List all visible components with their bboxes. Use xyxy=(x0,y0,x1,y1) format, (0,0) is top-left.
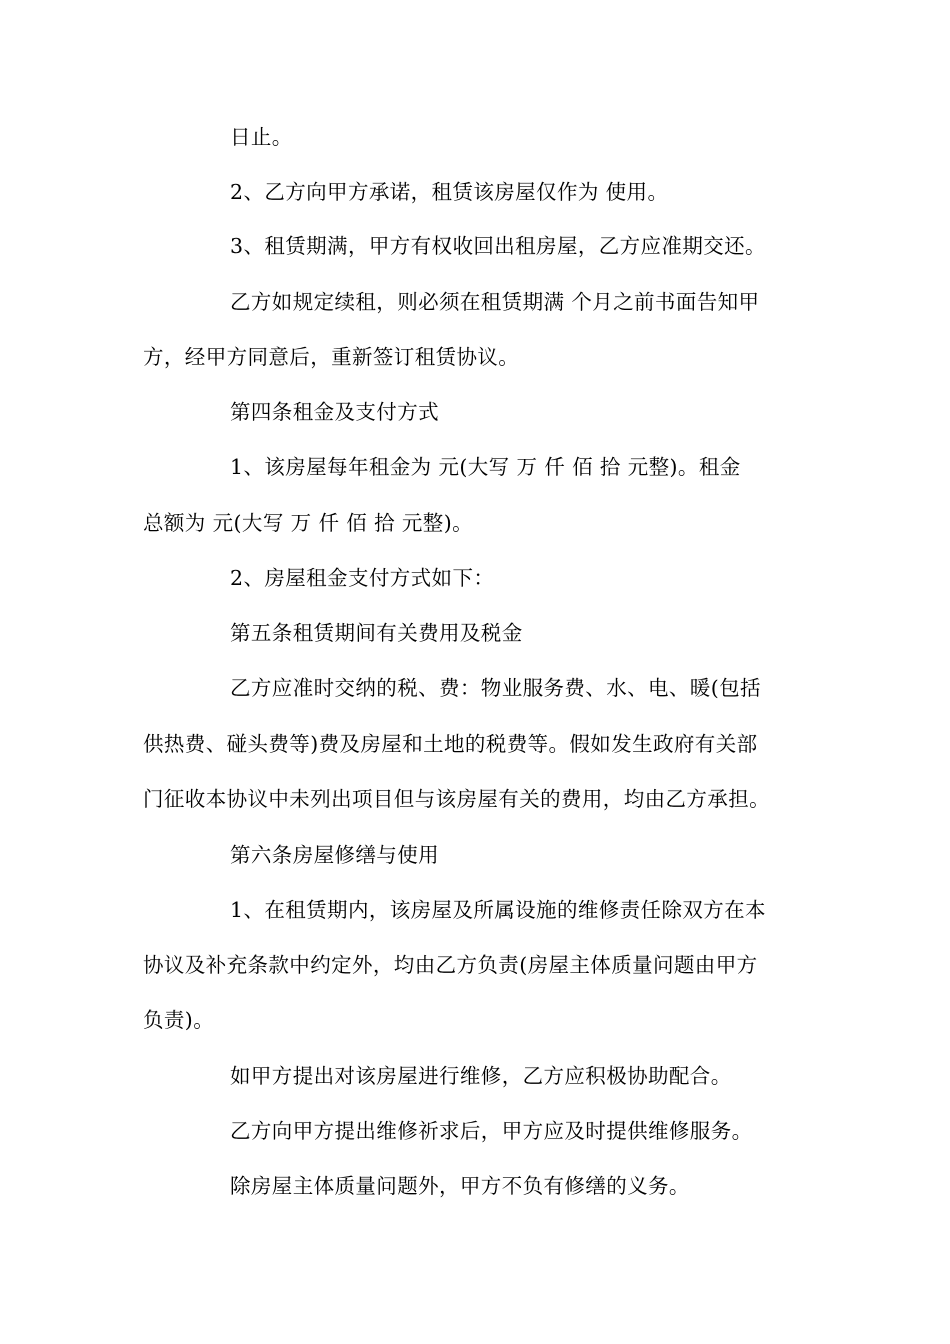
text-line: 3、租赁期满，甲方有权收回出租房屋，乙方应准期交还。 xyxy=(230,234,766,258)
text-line: 门征收本协议中未列出项目但与该房屋有关的费用，均由乙方承担。 xyxy=(143,787,770,811)
text-line: 总额为 元(大写 万 仟 佰 拾 元整)。 xyxy=(143,511,473,535)
text-line: 如甲方提出对该房屋进行维修，乙方应积极协助配合。 xyxy=(230,1064,732,1088)
text-line: 2、房屋租金支付方式如下： xyxy=(230,566,495,590)
section-heading: 第六条房屋修缮与使用 xyxy=(230,843,439,867)
text-line: 协议及补充条款中约定外，均由乙方负责(房屋主体质量问题由甲方 xyxy=(143,953,758,977)
text-line: 乙方应准时交纳的税、费：物业服务费、水、电、暖(包括 xyxy=(230,676,761,700)
text-line: 乙方如规定续租，则必须在租赁期满 个月之前书面告知甲 xyxy=(230,290,760,314)
text-line: 负责)。 xyxy=(143,1008,215,1032)
text-line: 2、乙方向甲方承诺，租赁该房屋仅作为 使用。 xyxy=(230,180,669,204)
text-line: 除房屋主体质量问题外，甲方不负有修缮的义务。 xyxy=(230,1174,690,1198)
text-line: 乙方向甲方提出维修祈求后，甲方应及时提供维修服务。 xyxy=(230,1119,753,1143)
text-line: 日止。 xyxy=(230,125,293,149)
text-line: 1、该房屋每年租金为 元(大写 万 仟 佰 拾 元整)。租金 xyxy=(230,455,741,479)
text-line: 1、在租赁期内，该房屋及所属设施的维修责任除双方在本 xyxy=(230,898,766,922)
section-heading: 第五条租赁期间有关费用及税金 xyxy=(230,621,523,645)
section-heading: 第四条租金及支付方式 xyxy=(230,400,439,424)
text-line: 供热费、碰头费等)费及房屋和土地的税费等。假如发生政府有关部 xyxy=(143,732,758,756)
text-line: 方，经甲方同意后，重新签订租赁协议。 xyxy=(143,345,520,369)
